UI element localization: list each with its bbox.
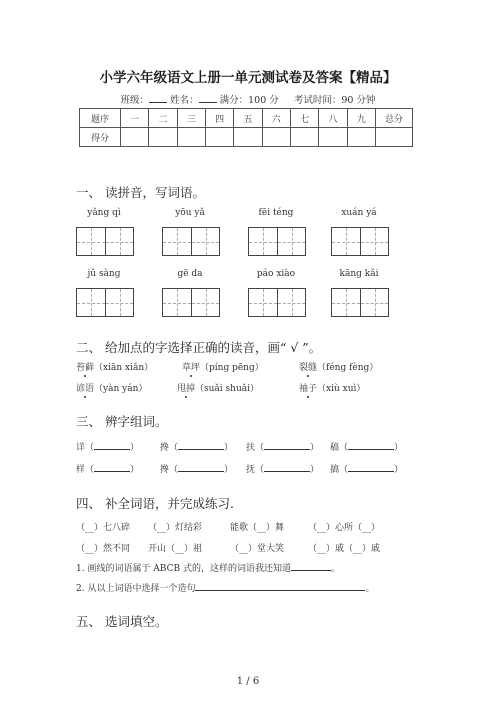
char-word-item[interactable]: 抚（ ） [246, 462, 319, 475]
dotted-word: 苔藓 [76, 363, 95, 373]
class-label: 班级： [120, 95, 150, 106]
answer-blank[interactable] [178, 462, 224, 472]
writing-grid[interactable] [331, 227, 389, 256]
question-2-text: 2. 从以上词语中选择一个造句 [76, 584, 196, 594]
reading-choice-item[interactable] [76, 381, 147, 394]
pinyin-label: xuán yá [341, 208, 377, 218]
table-cell: 六 [262, 109, 290, 128]
score-cell[interactable] [319, 128, 347, 147]
char-label: 搀 [160, 443, 170, 453]
reading-choice-item[interactable] [76, 360, 153, 373]
table-cell: 得分 [80, 128, 121, 147]
table-cell: 一 [121, 109, 149, 128]
pinyin-label: páo xiào [256, 269, 296, 279]
pinyin-label: yōu yǎ [175, 208, 205, 218]
char-word-item[interactable]: 样（ ） [76, 462, 139, 475]
reading-choice-item[interactable] [177, 381, 259, 394]
reading-options: （xiān xiǎn） [94, 363, 154, 373]
answer-blank[interactable] [348, 462, 394, 472]
char-label: 抚 [246, 465, 256, 475]
pinyin-label: fēi téng [258, 208, 294, 218]
pinyin-label: yǎng qì [87, 208, 121, 218]
char-label: 详 [76, 443, 86, 453]
score-cell[interactable] [121, 128, 149, 147]
dotted-word: 谚语 [76, 384, 95, 394]
char-word-item[interactable]: 搀（ ） [160, 440, 233, 453]
table-cell: 二 [149, 109, 177, 128]
score-cell[interactable] [205, 128, 233, 147]
answer-blank[interactable] [264, 462, 310, 472]
writing-grid[interactable] [76, 227, 134, 256]
idiom-item[interactable]: 能歌（__）舞 [230, 523, 285, 533]
score-cell[interactable] [290, 128, 318, 147]
idiom-item[interactable]: （__）戚（__）戚 [308, 544, 381, 554]
writing-grid[interactable] [331, 288, 389, 317]
answer-blank[interactable] [264, 440, 310, 450]
answer-blank[interactable] [291, 561, 331, 571]
score-table-header-row [80, 109, 413, 128]
exam-info [0, 92, 496, 106]
reading-choice-item[interactable] [182, 360, 264, 373]
score-cell[interactable] [347, 128, 375, 147]
page-title: 小学六年级语文上册一单元测试卷及答案【精品】 [99, 70, 397, 86]
section-5-title: 五、 选词填空。 [76, 614, 168, 629]
full-score: 满分：100 分 [219, 95, 279, 106]
section-1-title: 一、 读拼音，写词语。 [76, 185, 205, 200]
idiom-item[interactable]: （__）然不同 [76, 544, 131, 554]
score-cell[interactable] [149, 128, 177, 147]
idiom-item[interactable]: 开山（__）祖 [148, 544, 203, 554]
class-blank [149, 93, 167, 103]
char-word-item[interactable]: 扶（ ） [246, 440, 319, 453]
char-word-item[interactable]: 搀（ ） [160, 462, 233, 475]
writing-grid[interactable] [162, 227, 220, 256]
char-label: 搞 [330, 465, 340, 475]
table-cell: 三 [177, 109, 205, 128]
char-label: 扶 [246, 443, 256, 453]
char-label: 样 [76, 465, 86, 475]
writing-grid[interactable] [162, 288, 220, 317]
reading-options: （xiù xuì） [317, 384, 366, 394]
score-cell[interactable] [177, 128, 205, 147]
char-label: 搀 [160, 465, 170, 475]
reading-options: （yàn yán） [94, 384, 148, 394]
score-cell[interactable] [262, 128, 290, 147]
table-cell: 七 [290, 109, 318, 128]
answer-blank[interactable] [94, 440, 130, 450]
table-cell: 八 [319, 109, 347, 128]
idiom-item[interactable]: （__）堂大笑 [230, 544, 285, 554]
score-cell[interactable] [234, 128, 262, 147]
question-1: 1. 画线的词语属于 ABCB 式的，这样的词语我还知道 。 [76, 561, 340, 574]
pinyin-label: kāng kǎi [339, 269, 379, 279]
score-table-score-row [80, 128, 413, 147]
name-blank [199, 93, 217, 103]
answer-blank[interactable] [94, 462, 130, 472]
dotted-word: 甩掉 [177, 384, 196, 394]
exam-time: 考试时间：90 分钟 [293, 95, 376, 106]
dotted-word: 裂缝 [299, 363, 318, 373]
idiom-item[interactable]: （__）心所（__） [308, 523, 381, 533]
writing-grid[interactable] [248, 288, 306, 317]
section-2-title: 二、 给加点的字选择正确的读音，画“ √ ”。 [76, 340, 322, 355]
answer-blank[interactable] [348, 440, 394, 450]
table-cell: 总分 [376, 109, 413, 128]
section-3-title: 三、 辨字组词。 [76, 414, 168, 429]
char-label: 稿 [330, 443, 340, 453]
reading-options: （píng pēng） [200, 363, 264, 373]
dotted-word: 草坪 [182, 363, 201, 373]
table-cell: 四 [205, 109, 233, 128]
reading-choice-item[interactable] [299, 381, 365, 394]
writing-grid[interactable] [76, 288, 134, 317]
char-word-item[interactable]: 稿（ ） [330, 440, 403, 453]
question-2: 2. 从以上词语中选择一个造句 。 [76, 581, 374, 594]
score-cell[interactable] [376, 128, 413, 147]
answer-blank[interactable] [195, 581, 365, 591]
pinyin-label: jǔ sàng [87, 269, 121, 279]
char-word-item[interactable]: 详（ ） [76, 440, 139, 453]
score-table [79, 108, 413, 147]
table-cell: 九 [347, 109, 375, 128]
char-word-item[interactable]: 搞（ ） [330, 462, 403, 475]
idiom-item[interactable]: （__）灯结彩 [148, 523, 203, 533]
reading-choice-item[interactable] [299, 360, 378, 373]
reading-options: （féng fèng） [317, 363, 379, 373]
idiom-item[interactable]: （__）七八碎 [76, 523, 131, 533]
pinyin-label: gē da [177, 269, 203, 279]
table-cell: 五 [234, 109, 262, 128]
page-number: 1 / 6 [236, 676, 260, 687]
writing-grid[interactable] [248, 227, 306, 256]
name-label: 姓名： [170, 95, 199, 106]
question-1-text: 1. 画线的词语属于 ABCB 式的，这样的词语我还知道 [76, 564, 291, 574]
dotted-word: 袖子 [299, 384, 318, 394]
section-4-title: 四、 补全词语，并完成练习. [76, 496, 234, 511]
reading-options: （suǎi shuǎi） [195, 384, 259, 394]
table-cell: 题序 [80, 109, 121, 128]
answer-blank[interactable] [178, 440, 224, 450]
